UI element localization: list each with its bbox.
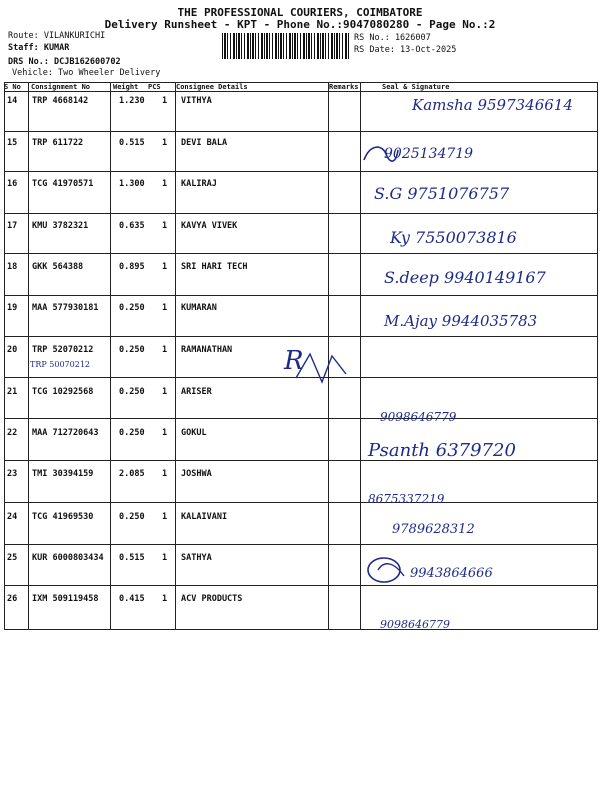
col-header-weight: Weight — [113, 83, 139, 91]
row-sno: 23 — [7, 469, 18, 479]
row-weight: 0.250 — [119, 512, 145, 522]
col-header-seal-signature: Seal & Signature — [382, 83, 450, 91]
row-sno: 22 — [7, 428, 18, 438]
row-signature: 9098646779 — [380, 410, 457, 424]
col-header-consignment: Consignment No — [31, 83, 91, 91]
row-weight: 0.415 — [119, 594, 145, 604]
row-consignment-no: MAA 577930181 — [32, 303, 99, 313]
row-sno: 20 — [7, 345, 18, 355]
row-signature: Psanth 6379720 — [368, 440, 516, 461]
row-weight: 0.250 — [119, 387, 145, 397]
row-consignee: DEVI BALA — [181, 138, 228, 148]
row-signature: 9789628312 — [392, 522, 475, 537]
row-consignee: SRI HARI TECH — [181, 262, 248, 272]
row-weight: 0.250 — [119, 428, 145, 438]
rs-number: RS No.: 1626007 — [354, 33, 431, 43]
row-weight: 0.515 — [119, 553, 145, 563]
row-consignment-no: TRP 4668142 — [32, 96, 89, 106]
row-consignee: KUMARAN — [181, 303, 217, 313]
col-header-consignee: Consignee Details — [176, 83, 248, 91]
row-sno: 14 — [7, 96, 18, 106]
seal-scribble — [364, 552, 410, 586]
row-sno: 19 — [7, 303, 18, 313]
row-pcs: 1 — [162, 179, 168, 189]
row-pcs: 1 — [162, 469, 168, 479]
col-header-pcs: PCS — [148, 83, 161, 91]
row-signature: Kamsha 9597346614 — [412, 96, 573, 114]
row-consignee: KAVYA VIVEK — [181, 221, 238, 231]
drs-number: DRS No.: DCJB162600702 — [8, 57, 121, 67]
row-pcs: 1 — [162, 262, 168, 272]
row-weight: 1.230 — [119, 96, 145, 106]
row-consignment-no: IXM 509119458 — [32, 594, 99, 604]
row-sno: 17 — [7, 221, 18, 231]
row-weight: 0.895 — [119, 262, 145, 272]
row-weight: 0.635 — [119, 221, 145, 231]
row-consignment-no: TMI 30394159 — [32, 469, 94, 479]
row-sno: 18 — [7, 262, 18, 272]
row-consignee: SATHYA — [181, 553, 212, 563]
row-signature: 9943864666 — [410, 566, 493, 581]
vehicle-label: Vehicle: Two Wheeler Delivery — [12, 68, 161, 78]
col-header-remarks: Remarks — [329, 83, 359, 91]
row-signature: 9098646779 — [380, 618, 450, 631]
row-pcs: 1 — [162, 553, 168, 563]
row-consignment-no: TCG 41969530 — [32, 512, 94, 522]
route-label: Route: VILANKURICHI — [8, 31, 106, 41]
runsheet-subtitle: Delivery Runsheet - KPT - Phone No.:9047080280 - Page No.:2 — [104, 18, 496, 31]
barcode — [222, 33, 350, 59]
row-sno: 21 — [7, 387, 18, 397]
row-sno: 24 — [7, 512, 18, 522]
row-signature: 9025134719 — [384, 146, 474, 162]
row-signature: S.deep 9940149167 — [384, 268, 546, 287]
row-consignee: JOSHWA — [181, 469, 212, 479]
row-consignee: ARISER — [181, 387, 212, 397]
row-consignment-no: TRP 611722 — [32, 138, 84, 148]
row-signature: Ky 7550073816 — [390, 228, 517, 247]
row-consignee: RAMANATHAN — [181, 345, 233, 355]
row-consignment-no: TCG 10292568 — [32, 387, 94, 397]
row-consignment-no: MAA 712720643 — [32, 428, 99, 438]
remarks-scribble — [288, 348, 358, 388]
row-weight: 0.250 — [119, 303, 145, 313]
row-pcs: 1 — [162, 221, 168, 231]
row-pcs: 1 — [162, 428, 168, 438]
remarks-mark: R — [284, 346, 304, 376]
handwritten-consignment-note: TRP 50070212 — [30, 360, 91, 369]
row-signature: M.Ajay 9944035783 — [384, 312, 538, 330]
row-weight: 1.300 — [119, 179, 145, 189]
row-pcs: 1 — [162, 96, 168, 106]
row-consignee: KALIRAJ — [181, 179, 217, 189]
row-sno: 25 — [7, 553, 18, 563]
row-pcs: 1 — [162, 303, 168, 313]
row-consignee: KALAIVANI — [181, 512, 228, 522]
staff-label: Staff: KUMAR — [8, 43, 70, 53]
col-header-sno: S No — [4, 83, 21, 91]
company-title: THE PROFESSIONAL COURIERS, COIMBATORE — [177, 6, 423, 19]
row-weight: 0.250 — [119, 345, 145, 355]
row-pcs: 1 — [162, 345, 168, 355]
row-pcs: 1 — [162, 512, 168, 522]
row-pcs: 1 — [162, 138, 168, 148]
row-weight: 2.085 — [119, 469, 145, 479]
row-signature: S.G 9751076757 — [374, 184, 510, 203]
row-consignee: VITHYA — [181, 96, 212, 106]
seal-scribble — [360, 140, 400, 170]
row-consignment-no: KMU 3782321 — [32, 221, 89, 231]
row-weight: 0.515 — [119, 138, 145, 148]
row-pcs: 1 — [162, 387, 168, 397]
row-consignment-no: TRP 52070212 — [32, 345, 94, 355]
row-sno: 15 — [7, 138, 18, 148]
row-consignment-no: KUR 6000803434 — [32, 553, 104, 563]
row-consignee: ACV PRODUCTS — [181, 594, 243, 604]
row-signature: 8675337219 — [368, 492, 445, 506]
row-sno: 16 — [7, 179, 18, 189]
row-consignee: GOKUL — [181, 428, 207, 438]
row-sno: 26 — [7, 594, 18, 604]
row-consignment-no: TCG 41970571 — [32, 179, 94, 189]
row-consignment-no: GKK 564388 — [32, 262, 84, 272]
row-pcs: 1 — [162, 594, 168, 604]
rs-date: RS Date: 13-Oct-2025 — [354, 45, 457, 55]
